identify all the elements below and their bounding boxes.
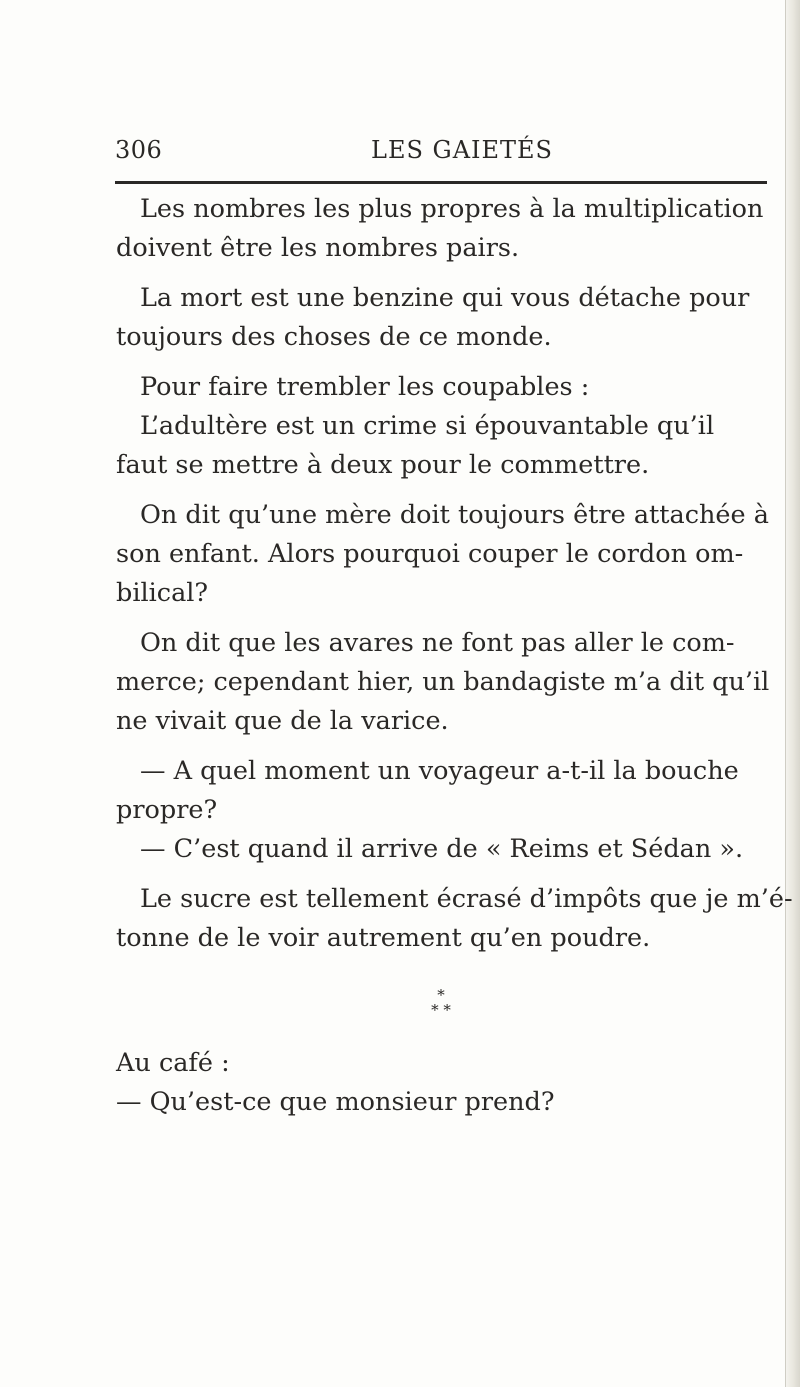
text-line: On dit que les avares ne font pas aller le com- xyxy=(140,628,735,658)
paragraph-coupables xyxy=(116,368,766,407)
paragraph-reims xyxy=(116,830,766,869)
paragraph-multiplication xyxy=(116,190,766,268)
text-line: L’adultère est un crime si épouvantable qu’il xyxy=(140,411,715,441)
page-edge xyxy=(785,0,800,1387)
text-line: bilical? xyxy=(116,578,209,608)
text-line: Le sucre est tellement écrasé d’impôts que je m’é- xyxy=(140,884,793,914)
asterism-top: * xyxy=(437,986,445,1004)
text-line: tonne de le voir autrement qu’en poudre. xyxy=(116,923,651,953)
text-line: toujours des choses de ce monde. xyxy=(116,322,552,352)
text-line: Les nombres les plus propres à la multiplication xyxy=(140,194,764,224)
paragraph-cafe xyxy=(116,1044,766,1122)
paragraph-benzine xyxy=(116,279,766,357)
text-line: son enfant. Alors pourquoi couper le cordon om- xyxy=(116,539,744,569)
asterism-bottom: * * xyxy=(431,1001,451,1019)
text-line: La mort est une benzine qui vous détache pour xyxy=(140,283,750,313)
text-line: Au café : xyxy=(116,1048,230,1078)
page-header xyxy=(115,136,767,176)
text-line: — A quel moment un voyageur a-t-il la bouche xyxy=(140,756,739,786)
asterism-separator xyxy=(116,988,766,1018)
text-line: faut se mettre à deux pour le commettre. xyxy=(116,450,650,480)
paragraph-sucre xyxy=(116,880,793,958)
text-line: propre? xyxy=(116,795,218,825)
header-rule xyxy=(115,181,767,184)
running-title: LES GAIETÉS xyxy=(371,136,553,164)
text-line: doivent être les nombres pairs. xyxy=(116,233,520,263)
text-line: — Qu’est-ce que monsieur prend? xyxy=(116,1087,555,1117)
text-line: — C’est quand il arrive de « Reims et Sédan ». xyxy=(140,834,744,864)
paragraph-cordon xyxy=(116,496,769,613)
text-line: merce; cependant hier, un bandagiste m’a dit qu’il xyxy=(116,667,770,697)
body-text xyxy=(116,190,793,1122)
text-line: On dit qu’une mère doit toujours être attachée à xyxy=(140,500,769,530)
paragraph-voyageur xyxy=(116,752,766,830)
paragraph-adultere xyxy=(116,407,766,485)
paragraph-avares xyxy=(116,624,770,741)
text-line: ne vivait que de la varice. xyxy=(116,706,449,736)
text-line: Pour faire trembler les coupables : xyxy=(140,372,590,402)
page-number: 306 xyxy=(115,136,163,164)
